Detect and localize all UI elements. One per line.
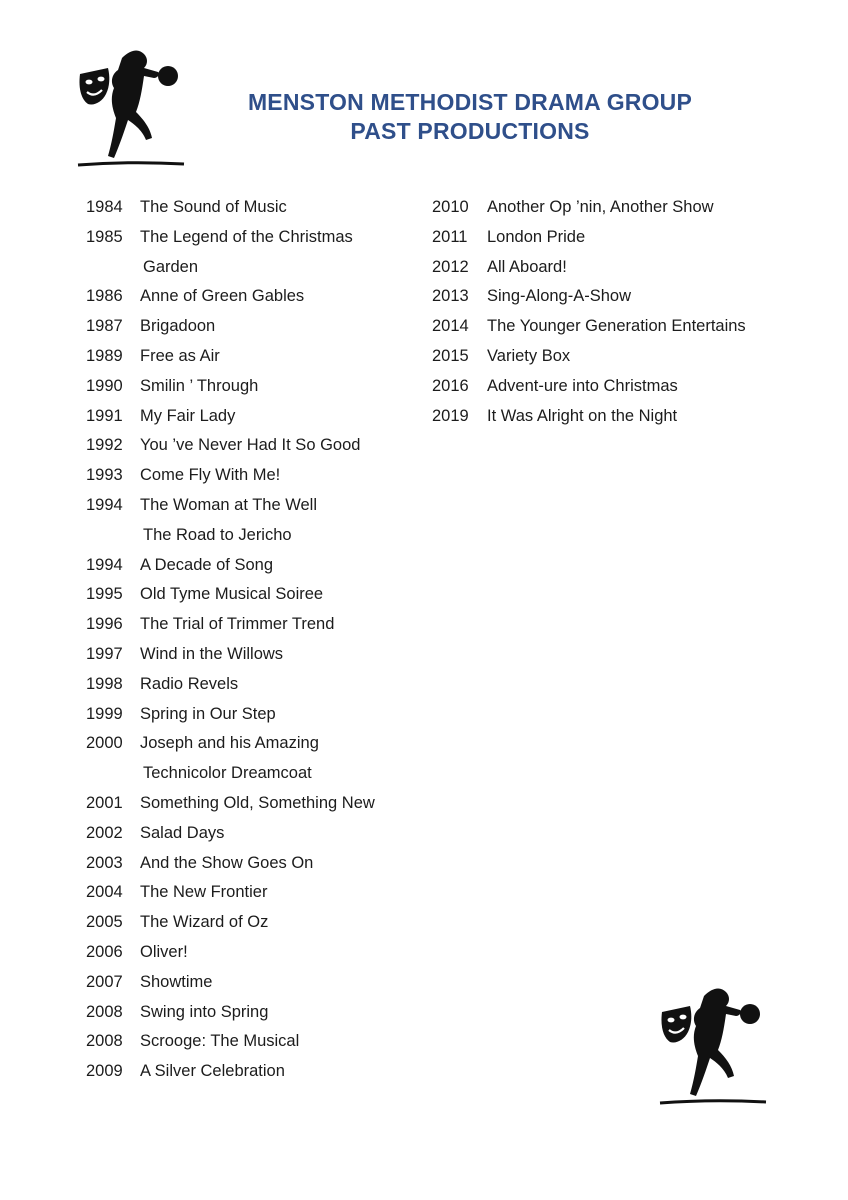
production-entry xyxy=(86,819,406,849)
page-subtitle: PAST PRODUCTIONS xyxy=(350,118,590,144)
production-entry xyxy=(86,342,406,372)
production-title: The Sound of Music xyxy=(140,198,287,216)
production-year: 1991 xyxy=(86,406,123,425)
production-year: 1995 xyxy=(86,585,123,604)
production-year: 1993 xyxy=(86,466,123,485)
production-entry xyxy=(86,998,406,1028)
production-entry xyxy=(432,342,802,372)
production-year: 2009 xyxy=(86,1062,123,1081)
production-year: 2003 xyxy=(86,853,123,872)
production-title-continuation: Technicolor Dreamcoat xyxy=(143,764,312,783)
production-year: 2002 xyxy=(86,823,123,842)
production-entry xyxy=(432,193,802,223)
production-entry xyxy=(86,402,406,432)
production-title: The Woman at The Well xyxy=(140,495,317,514)
production-title: The Wizard of Oz xyxy=(140,913,269,932)
production-entry xyxy=(86,968,406,998)
production-entry xyxy=(86,729,406,759)
production-title: Smilin ’ Through xyxy=(140,376,259,395)
production-title: The Younger Generation Entertains xyxy=(487,317,746,336)
production-title: It Was Alright on the Night xyxy=(487,406,678,425)
production-year: 1998 xyxy=(86,674,123,693)
production-year: 1997 xyxy=(86,644,123,663)
production-title: Free as Air xyxy=(140,346,220,365)
production-entry xyxy=(86,372,406,402)
production-year: 1990 xyxy=(86,376,123,395)
production-year: 1999 xyxy=(86,704,123,723)
production-year: 1994 xyxy=(86,495,123,514)
drama-masks-dancer-icon xyxy=(74,46,186,172)
productions-list-right xyxy=(432,193,802,431)
production-year: 2011 xyxy=(432,227,468,246)
production-title: My Fair Lady xyxy=(140,406,236,425)
production-title: Swing into Spring xyxy=(140,1002,269,1021)
production-title: Another Op ’nin, Another Show xyxy=(487,198,714,216)
production-year: 2012 xyxy=(432,257,469,276)
production-year: 1994 xyxy=(86,555,123,574)
production-year: 2008 xyxy=(86,1032,123,1051)
production-entry xyxy=(86,312,406,342)
production-year: 1987 xyxy=(86,317,123,336)
production-title: Oliver! xyxy=(140,942,188,961)
production-title: All Aboard! xyxy=(487,257,567,276)
production-year: 1992 xyxy=(86,436,123,455)
production-title-continuation: The Road to Jericho xyxy=(143,525,292,544)
productions-list-left xyxy=(86,193,406,1087)
production-title: The New Frontier xyxy=(140,883,268,902)
production-title: Anne of Green Gables xyxy=(140,287,305,306)
production-year: 2010 xyxy=(432,198,469,216)
production-year: 1984 xyxy=(86,198,123,216)
production-entry xyxy=(86,431,406,461)
production-entry xyxy=(86,1027,406,1057)
production-entry xyxy=(86,938,406,968)
production-title: Salad Days xyxy=(140,823,225,842)
production-entry xyxy=(86,1057,406,1087)
production-title: Come Fly With Me! xyxy=(140,466,281,485)
production-title-continuation: Garden xyxy=(143,257,199,276)
production-entry xyxy=(86,461,406,491)
production-title: Joseph and his Amazing xyxy=(140,734,319,753)
production-title: Sing-Along-A-Show xyxy=(487,287,631,306)
production-year: 2001 xyxy=(86,793,123,812)
production-title: Something Old, Something New xyxy=(140,793,375,812)
production-title: A Silver Celebration xyxy=(140,1062,285,1081)
production-title: Radio Revels xyxy=(140,674,239,693)
production-year: 2016 xyxy=(432,376,469,395)
production-year: 2019 xyxy=(432,406,469,425)
production-title: Showtime xyxy=(140,972,213,991)
production-entry xyxy=(432,312,802,342)
drama-masks-dancer-icon xyxy=(656,984,768,1110)
production-year: 1989 xyxy=(86,346,123,365)
production-year: 2007 xyxy=(86,972,123,991)
production-entry xyxy=(86,908,406,938)
production-entry xyxy=(86,700,406,730)
production-entry xyxy=(86,580,406,610)
production-title: Wind in the Willows xyxy=(140,644,284,663)
production-year: 1985 xyxy=(86,227,123,246)
production-title: The Legend of the Christmas xyxy=(140,227,353,246)
production-entry xyxy=(86,551,406,581)
production-title: Brigadoon xyxy=(140,317,216,336)
production-title: The Trial of Trimmer Trend xyxy=(140,615,335,634)
production-year: 2008 xyxy=(86,1002,123,1021)
production-entry xyxy=(86,849,406,879)
production-title: Scrooge: The Musical xyxy=(140,1032,300,1051)
production-entry xyxy=(86,223,406,253)
production-title: Old Tyme Musical Soiree xyxy=(140,585,324,604)
page-title: MENSTON METHODIST DRAMA GROUP xyxy=(247,89,693,115)
production-year: 1996 xyxy=(86,615,123,634)
production-title: Advent-ure into Christmas xyxy=(487,376,678,395)
production-entry xyxy=(86,610,406,640)
production-title: You ’ve Never Had It So Good xyxy=(140,436,361,455)
production-title: Spring in Our Step xyxy=(140,704,276,723)
production-year: 2005 xyxy=(86,913,123,932)
production-entry xyxy=(86,789,406,819)
production-year: 2015 xyxy=(432,346,469,365)
production-year: 2013 xyxy=(432,287,469,306)
production-title: A Decade of Song xyxy=(140,555,274,574)
production-entry xyxy=(86,193,406,223)
production-year: 2014 xyxy=(432,317,469,336)
production-year: 2004 xyxy=(86,883,123,902)
production-year: 2000 xyxy=(86,734,123,753)
production-entry xyxy=(86,282,406,312)
production-entry xyxy=(432,253,802,283)
production-entry xyxy=(86,491,406,521)
production-entry xyxy=(432,223,802,253)
production-title: London Pride xyxy=(487,227,586,246)
production-entry xyxy=(86,878,406,908)
production-entry xyxy=(86,670,406,700)
production-entry xyxy=(432,282,802,312)
production-year: 1986 xyxy=(86,287,123,306)
production-year: 2006 xyxy=(86,942,123,961)
production-entry xyxy=(432,402,802,432)
production-entry xyxy=(432,372,802,402)
production-title: And the Show Goes On xyxy=(140,853,314,872)
production-title: Variety Box xyxy=(487,346,571,365)
production-entry xyxy=(86,640,406,670)
